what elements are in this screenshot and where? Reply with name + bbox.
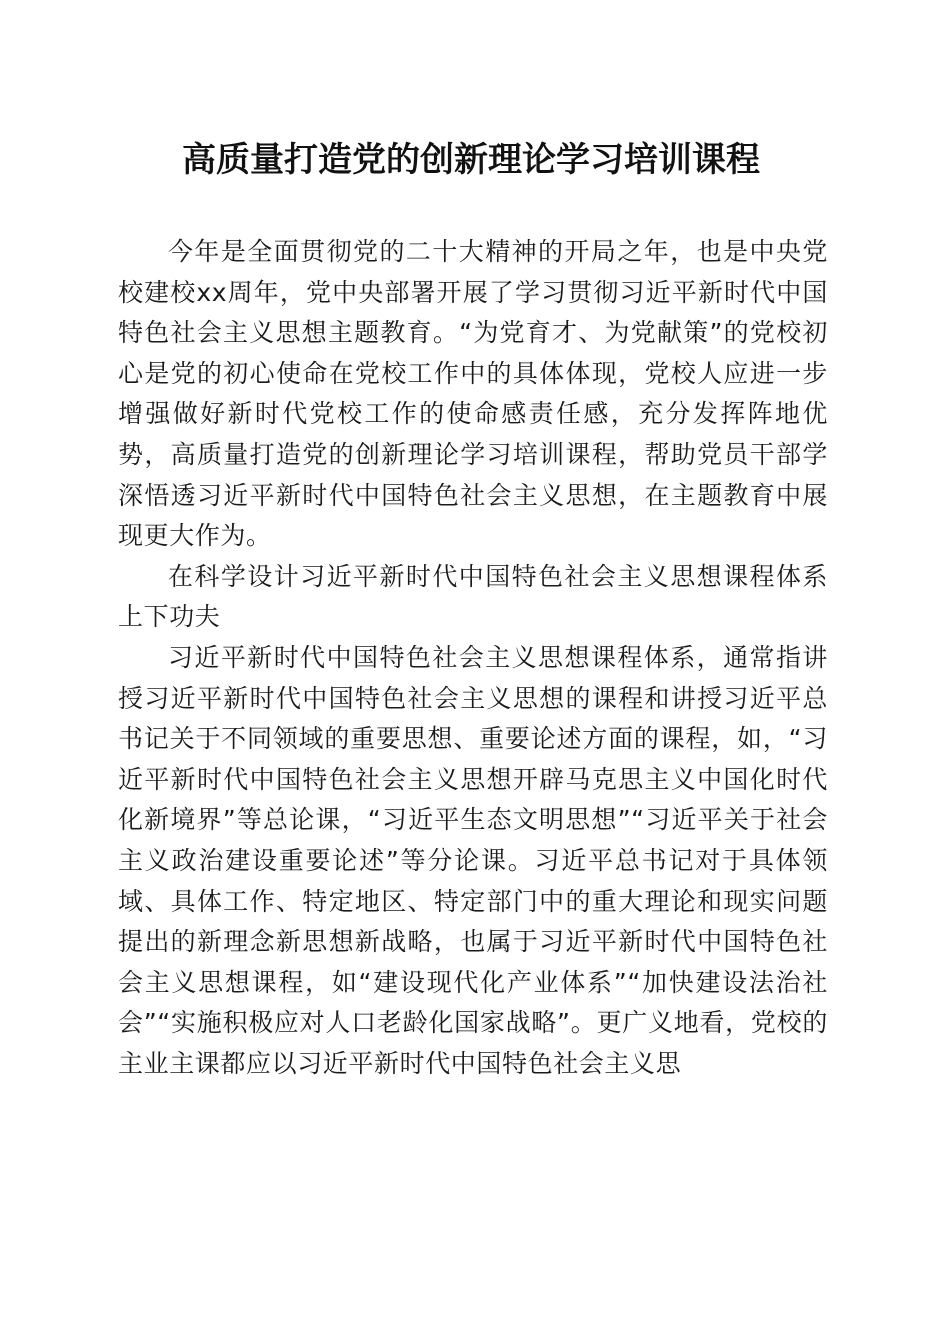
paragraph-intro: 今年是全面贯彻党的二十大精神的开局之年，也是中央党校建校xx周年，党中央部署开展了学习贯彻习近平新时代中国特色社会主义思想主题教育。“为党育才、为党献策”的党校初心是党的初心使命在党校工作中的具体体现，党校人应进一步增强做好新时代党校工作的使命感责任感，充分发挥阵地优势，高质量打造党的创新理论学习培训课程，帮助党员干部学深悟透习近平新时代中国特色社会主义思想，在主题教育中展现更大作为。	[118, 237, 828, 551]
paragraph-course-system: 习近平新时代中国特色社会主义思想课程体系，通常指讲授习近平新时代中国特色社会主义思想的课程和讲授习近平总书记关于不同领域的重要思想、重要论述方面的课程，如，“习近平新时代中国特色社会主义思想开辟马克思主义中国化时代化新境界”等总论课，“习近平生态文明思想”“习近平关于社会主义政治建设重要论述”等分论课。习近平总书记对于具体领域、具体工作、特定地区、特定部门中的重大理论和现实问题提出的新理念新思想新战略，也属于习近平新时代中国特色社会主义思想课程，如“建设现代化产业体系”“加快建设法治社会”“实施积极应对人口老龄化国家战略”。更广义地看，党校的主业主课都应以习近平新时代中国特色社会主义思	[118, 642, 828, 1078]
paragraph-section-heading: 在科学设计习近平新时代中国特色社会主义思想课程体系上下功夫	[118, 561, 828, 632]
document-body	[118, 232, 828, 1084]
document-title: 高质量打造党的创新理论学习培训课程	[182, 140, 760, 180]
